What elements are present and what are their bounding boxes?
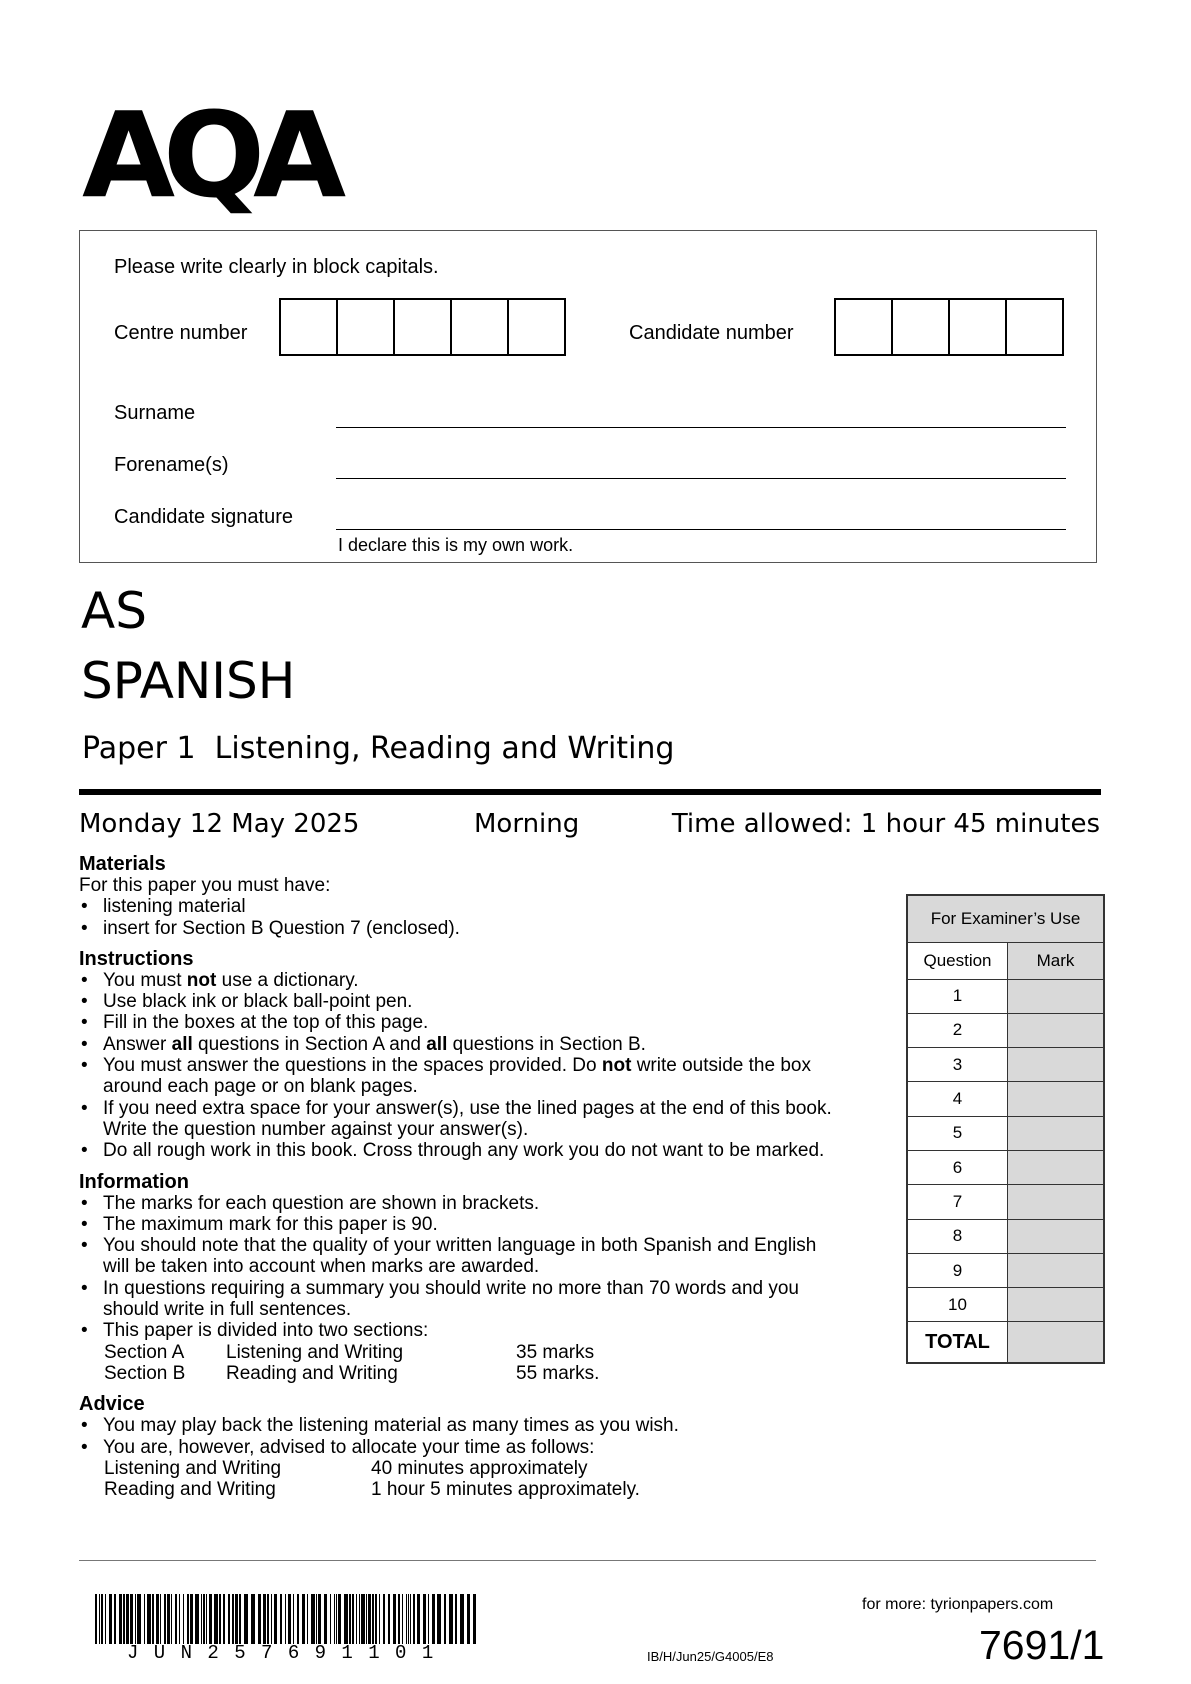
mark-cell	[1008, 979, 1105, 1013]
barcode-bar	[307, 1594, 308, 1644]
barcode-bar	[147, 1594, 151, 1644]
exam-date: Monday 12 May 2025	[79, 809, 360, 839]
barcode-bar	[114, 1594, 116, 1644]
question-number: 6	[907, 1150, 1008, 1184]
barcode-bar	[152, 1594, 154, 1644]
barcode-bar	[455, 1594, 457, 1644]
barcode-bar	[366, 1594, 367, 1644]
title-divider	[79, 789, 1101, 795]
information-item: • In questions requiring a summary you should write no more than 70 words and you should write in full sentences.	[79, 1278, 843, 1321]
examiner-table-title: For Examiner’s Use	[907, 895, 1104, 942]
candidate-number-boxes[interactable]	[834, 298, 1064, 356]
paper-title: Paper 1 Listening, Reading and Writing	[82, 731, 675, 766]
advice-item: • You may play back the listening material as many times as you wish.	[79, 1415, 879, 1436]
question-number: 4	[907, 1082, 1008, 1116]
barcode-bar	[232, 1594, 234, 1644]
barcode-bar	[311, 1594, 315, 1644]
barcode-bar	[206, 1594, 207, 1644]
instruction-item: • Do all rough work in this book. Cross through any work you do not want to be marked.	[79, 1140, 833, 1161]
declaration-text: I declare this is my own work.	[338, 535, 574, 555]
examiner-table-row	[907, 979, 1104, 1013]
question-number: 7	[907, 1185, 1008, 1219]
mark-cell	[1008, 1253, 1105, 1287]
barcode-bar	[244, 1594, 248, 1644]
mark-column-header: Mark	[1008, 942, 1105, 979]
barcode-bar	[408, 1594, 409, 1644]
barcode-bar	[316, 1594, 317, 1644]
barcode-bar	[219, 1594, 221, 1644]
information-item: • This paper is divided into two sections:	[79, 1320, 879, 1341]
barcode-bar	[183, 1594, 184, 1644]
barcode-bar	[263, 1594, 266, 1644]
examiner-table-row	[907, 1082, 1104, 1116]
barcode-bar	[302, 1594, 305, 1644]
exam-instructions	[79, 853, 879, 1500]
barcode-bar	[109, 1594, 112, 1644]
barcode-bar	[101, 1594, 103, 1644]
examiner-table-row	[907, 1219, 1104, 1253]
barcode-bar	[214, 1594, 218, 1644]
barcode-bar	[135, 1594, 136, 1644]
barcode-bar	[144, 1594, 145, 1644]
candidate-number-label: Candidate number	[629, 322, 794, 344]
examiner-table-row	[907, 1150, 1104, 1184]
barcode-bar	[105, 1594, 106, 1644]
mark-cell	[1008, 1150, 1105, 1184]
barcode-bar	[195, 1594, 199, 1644]
mark-cell	[1008, 1013, 1105, 1047]
barcode-bar	[297, 1594, 299, 1644]
barcode-bar	[417, 1594, 420, 1644]
mark-cell	[1008, 1082, 1105, 1116]
question-column-header: Question	[907, 942, 1008, 979]
barcode-bar	[175, 1594, 177, 1644]
examiner-table-row	[907, 1013, 1104, 1047]
barcode-bar	[119, 1594, 122, 1644]
barcode-bar	[467, 1594, 470, 1644]
barcode-bar	[330, 1594, 331, 1644]
examiner-table-row	[907, 1253, 1104, 1287]
barcode-bar	[379, 1594, 380, 1644]
barcode-bar	[201, 1594, 202, 1644]
examiner-table-row	[907, 1288, 1104, 1322]
time-allocation-row: Reading and Writing 1 hour 5 minutes approximately.	[104, 1479, 640, 1501]
barcode-bar	[293, 1594, 294, 1644]
barcode-bar	[375, 1594, 377, 1644]
total-mark-cell	[1008, 1322, 1105, 1363]
barcode-bar	[167, 1594, 170, 1644]
barcode-bar	[223, 1594, 225, 1644]
information-heading: Information	[79, 1170, 189, 1193]
barcode-bar	[361, 1594, 365, 1644]
question-number: 10	[907, 1288, 1008, 1322]
barcode-bar	[258, 1594, 261, 1644]
barcode-bar	[402, 1594, 403, 1644]
question-number: 2	[907, 1013, 1008, 1047]
barcode-bar	[137, 1594, 141, 1644]
barcode-bar	[410, 1594, 411, 1644]
block-capitals-instruction: Please write clearly in block capitals.	[114, 256, 439, 278]
barcode-bar	[338, 1594, 341, 1644]
barcode-bar	[99, 1594, 100, 1644]
barcode-bar	[267, 1594, 269, 1644]
barcode-bar	[274, 1594, 277, 1644]
barcode-bar	[349, 1594, 351, 1644]
barcode-bar	[288, 1594, 291, 1644]
information-item: • The maximum mark for this paper is 90.	[79, 1214, 879, 1235]
mark-cell	[1008, 1288, 1105, 1322]
instructions-heading: Instructions	[79, 947, 194, 970]
mark-cell	[1008, 1048, 1105, 1082]
forename-field[interactable]	[336, 478, 1066, 479]
instruction-item: • Answer all questions in Section A and all questions in Section B.	[79, 1034, 879, 1055]
section-row: Section A Listening and Writing 35 marks	[104, 1341, 595, 1363]
centre-number-label: Centre number	[114, 322, 248, 344]
instruction-item: • Fill in the boxes at the top of this page.	[79, 1012, 879, 1033]
information-item: • The marks for each question are shown in brackets.	[79, 1193, 879, 1214]
examiner-table-row	[907, 1116, 1104, 1150]
barcode-bar	[126, 1594, 129, 1644]
barcode-bar	[164, 1594, 166, 1644]
barcode-bar	[228, 1594, 230, 1644]
examiner-use-table	[906, 894, 1105, 1364]
barcode-bar	[156, 1594, 159, 1644]
barcode-bar	[190, 1594, 193, 1644]
barcode-bar	[318, 1594, 321, 1644]
materials-intro: For this paper you must have:	[79, 875, 331, 896]
materials-item: • insert for Section B Question 7 (enclosed).	[79, 918, 879, 939]
barcode-bar	[160, 1594, 161, 1644]
surname-label: Surname	[114, 402, 196, 424]
barcode-bar	[368, 1594, 371, 1644]
materials-heading: Materials	[79, 853, 166, 875]
barcode-bar	[428, 1594, 429, 1644]
centre-number-boxes[interactable]	[279, 298, 566, 356]
instruction-item: • Use black ink or black ball-point pen.	[79, 991, 879, 1012]
barcode-bar	[336, 1594, 337, 1644]
barcode-bar	[171, 1594, 172, 1644]
document-reference: IB/H/Jun25/G4005/E8	[647, 1649, 774, 1664]
qualification-level: AS	[81, 582, 147, 640]
materials-item: • listening material	[79, 896, 879, 917]
barcode-bar	[334, 1594, 335, 1644]
mark-cell	[1008, 1219, 1105, 1253]
forename-label: Forename(s)	[114, 454, 229, 476]
mark-cell	[1008, 1116, 1105, 1150]
barcode-bar	[383, 1594, 385, 1644]
barcode-bar	[372, 1594, 374, 1644]
barcode-bar	[285, 1594, 286, 1644]
time-allocation-row: Listening and Writing 40 minutes approximately	[104, 1457, 588, 1479]
barcode-bar	[203, 1594, 205, 1644]
subject-title: SPANISH	[81, 652, 296, 710]
barcode-bar	[449, 1594, 453, 1644]
barcode-bar	[235, 1594, 238, 1644]
barcode-bar	[95, 1594, 97, 1644]
barcode-bar	[423, 1594, 426, 1644]
barcode-bar	[432, 1594, 435, 1644]
watermark-text: for more: tyrionpapers.com	[862, 1596, 1054, 1613]
surname-field[interactable]	[336, 427, 1066, 428]
barcode-bar	[398, 1594, 400, 1644]
instruction-item: • If you need extra space for your answer(s), use the lined pages at the end of this book. Write the question number against your answer(s).	[79, 1098, 833, 1141]
barcode-bar	[179, 1594, 180, 1644]
instruction-item: • You must not use a dictionary.	[79, 970, 879, 991]
examiner-table-row	[907, 1048, 1104, 1082]
barcode	[95, 1594, 483, 1644]
information-item: • You should note that the quality of your written language in both Spanish and English will be taken into account when marks are awarded.	[79, 1235, 833, 1278]
barcode-bar	[344, 1594, 348, 1644]
barcode-bar	[280, 1594, 282, 1644]
question-number: 9	[907, 1253, 1008, 1287]
aqa-logo: AQA	[82, 86, 334, 224]
time-allowed: Time allowed: 1 hour 45 minutes	[671, 809, 1100, 839]
mark-cell	[1008, 1185, 1105, 1219]
advice-item: • You are, however, advised to allocate your time as follows:	[79, 1437, 879, 1458]
barcode-bar	[239, 1594, 241, 1644]
barcode-bar	[473, 1594, 476, 1644]
barcode-bar	[359, 1594, 360, 1644]
question-number: 1	[907, 979, 1008, 1013]
paper-code: 7691/1	[979, 1622, 1105, 1668]
question-number: 5	[907, 1116, 1008, 1150]
barcode-bar	[123, 1594, 125, 1644]
barcode-text: J U N 2 5 7 6 9 1 1 0 1	[127, 1642, 436, 1664]
barcode-bar	[209, 1594, 212, 1644]
barcode-bar	[388, 1594, 390, 1644]
barcode-bar	[406, 1594, 407, 1644]
barcode-bar	[437, 1594, 441, 1644]
barcode-bar	[413, 1594, 415, 1644]
instruction-item: • You must answer the questions in the spaces provided. Do not write outside the box around each page or on blank pages.	[79, 1055, 833, 1098]
question-number: 3	[907, 1048, 1008, 1082]
barcode-bar	[187, 1594, 189, 1644]
barcode-bar	[460, 1594, 464, 1644]
signature-field[interactable]	[336, 529, 1066, 530]
barcode-bar	[324, 1594, 327, 1644]
examiner-table-row	[907, 1185, 1104, 1219]
barcode-bar	[393, 1594, 396, 1644]
barcode-bar	[352, 1594, 354, 1644]
section-row: Section B Reading and Writing 55 marks.	[104, 1362, 600, 1384]
barcode-bar	[130, 1594, 133, 1644]
advice-heading: Advice	[79, 1393, 145, 1416]
barcode-bar	[356, 1594, 357, 1644]
question-number: 8	[907, 1219, 1008, 1253]
footer-divider	[79, 1560, 1096, 1561]
exam-session: Morning	[474, 809, 580, 839]
total-label: TOTAL	[907, 1322, 1008, 1363]
barcode-bar	[271, 1594, 272, 1644]
barcode-bar	[444, 1594, 446, 1644]
signature-label: Candidate signature	[114, 506, 294, 528]
barcode-bar	[251, 1594, 255, 1644]
